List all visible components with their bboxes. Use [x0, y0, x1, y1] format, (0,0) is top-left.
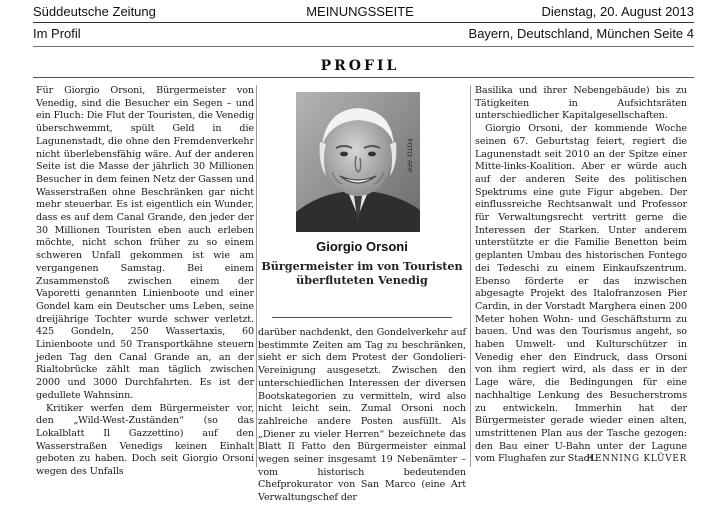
article-paragraph: Kritiker werfen dem Bürgermeister vor, den „Wild-West-Zuständen“ (so das Lokalblatt Il Gazzettino) auf den Wasserstraßen Venedigs keinen Einhalt geboten zu haben. Doch seit Giorgio Orsoni wegen des Unfalls: [36, 402, 254, 478]
photo-credit: [405, 92, 428, 232]
article-paragraph: Für Giorgio Orsoni, Bürgermeister von Venedig, sind die Besucher ein Segen – und ein Fluch: Die Flut der Touristen, die Venedig überschwemmt, spült Geld in die Lagunenstadt, die ohne den Fremdenverkehr nicht überlebensfähig wäre. Auf der anderen Seite ist die Masse der jährlich 30 Millionen Besucher in dem feinen Netz der Gassen und Wasserstraßen ohne Beschränken gar nicht mehr steuerbar. Es ist eigentlich ein Wunder, dass es auf dem Canal Grande, den jeder der 30 Millionen Touristen eben auch erleben möchte, nicht schon früher zu so einem schweren Unfall gekommen ist wie am vergangenen Samstag. Bei einem Zusammenstoß zwischen einem der Vaporetti genannten Linienboote und einer Gondel kam ein Deutscher ums Leben, seine dreijährige Tochter wurde schwer verletzt. 425 Gondeln, 250 Wassertaxis, 60 Linienboote und 50 Transportkähne steuern jeden Tag den Canal Grande an, an der Rialtobrücke zählt man täglich zwischen 2000 und 3000 Durchfahrten. Es ist der gedullete Wahnsinn.: [36, 85, 254, 401]
source-row: [0, 26, 720, 44]
portrait-image: [296, 92, 420, 232]
portrait-name: Giorgio Orsoni: [316, 239, 408, 254]
section-name: MEINUNGSSEITE: [306, 4, 414, 19]
rubric-name: Im Profil: [33, 26, 81, 41]
masthead-row: [0, 4, 720, 22]
caption-divider: [272, 317, 452, 318]
page-title: PROFIL: [320, 58, 400, 74]
issue-date: Dienstag, 20. August 2013: [541, 4, 694, 19]
article-column-2: [258, 327, 466, 505]
header-divider: [33, 22, 694, 23]
portrait-subtitle: Bürgermeister im von Touristen überfluteten Venedig: [261, 259, 463, 287]
article-paragraph: darüber nachdenkt, den Gondelverkehr auf bestimmte Zeiten am Tag zu beschränken, sieht er sich dem Protest der Gondolieri-Vereinigung ausgesetzt. Zwischen den unterschiedlichen Interessen der diversen Bootskategorien zu vermitteln, wird also nicht leicht sein. Zumal Orsoni noch zahlreiche andere Posten ausfüllt. Als „Diener zu vieler Herren“ bezeichnete das Blatt Il Fatto den Bürgermeister einmal wegen seiner insgesamt 19 Nebenämter – vom historisch bedeutenden Chefprokurator von San Marco (eine Art Verwaltungschef der: [258, 327, 466, 504]
author-byline: HENNING KLÜVER: [586, 454, 687, 465]
page-location: Bayern, Deutschland, München Seite 4: [468, 26, 694, 41]
article-column-3: [475, 85, 687, 466]
column-divider: [470, 85, 471, 467]
article-paragraph: Giorgio Orsoni, der kommende Woche seinen 67. Geburtstag feiert, regiert die Lagunenstadt seit 2010 an der Spitze einer Mitte-links-Koalition. Aber er würde auch auf der anderen Seite des politischen Spektrums eine gute Figur abgeben. Der einflussreiche Rechtsanwalt und Professor für Verwaltungsrecht vertritt gerne die Interessen der Starken. Unter anderem unterstützte er die Familie Benetton beim geplanten Umbau des historischen Fontego dei Tedeschi zu einem Einkaufszentrum. Ebenso förderte er das inzwischen abgesagte Projekt des Italofranzosen Pier Cardin, in der Vorstadt Marghera einen 200 Meter hohen Wohn- und Geschäftsturm zu bauen. Und was den Tourismus angeht, so haben Umwelt- und Kulturschützer in Venedig eher den Eindruck, dass Orsoni von ihm regiert wird, als dass er in der Lage wäre, die Bedingungen für eine nachhaltige Lenkung des Besucherstroms zu entwickeln. Immerhin hat der Bürgermeister gerade wieder einen alten, umstrittenen Plan aus der Tasche gezogen: den Bau einer U-Bahn unter der Lagune vom Flughafen zur Stadt.: [475, 123, 687, 465]
title-divider: [33, 77, 694, 78]
column-divider: [256, 85, 257, 467]
newspaper-name: Süddeutsche Zeitung: [33, 4, 156, 19]
article-paragraph: Basilika und ihrer Nebengebäude) bis zu Tätigkeiten in Aufsichtsräten unterschiedlicher Kapitalgesellschaften.: [475, 85, 687, 122]
photo-credit-text: FOTO: AFP: [405, 138, 413, 173]
portrait-photo: [296, 92, 420, 232]
source-divider: [33, 46, 694, 47]
article-column-1: [36, 85, 254, 479]
